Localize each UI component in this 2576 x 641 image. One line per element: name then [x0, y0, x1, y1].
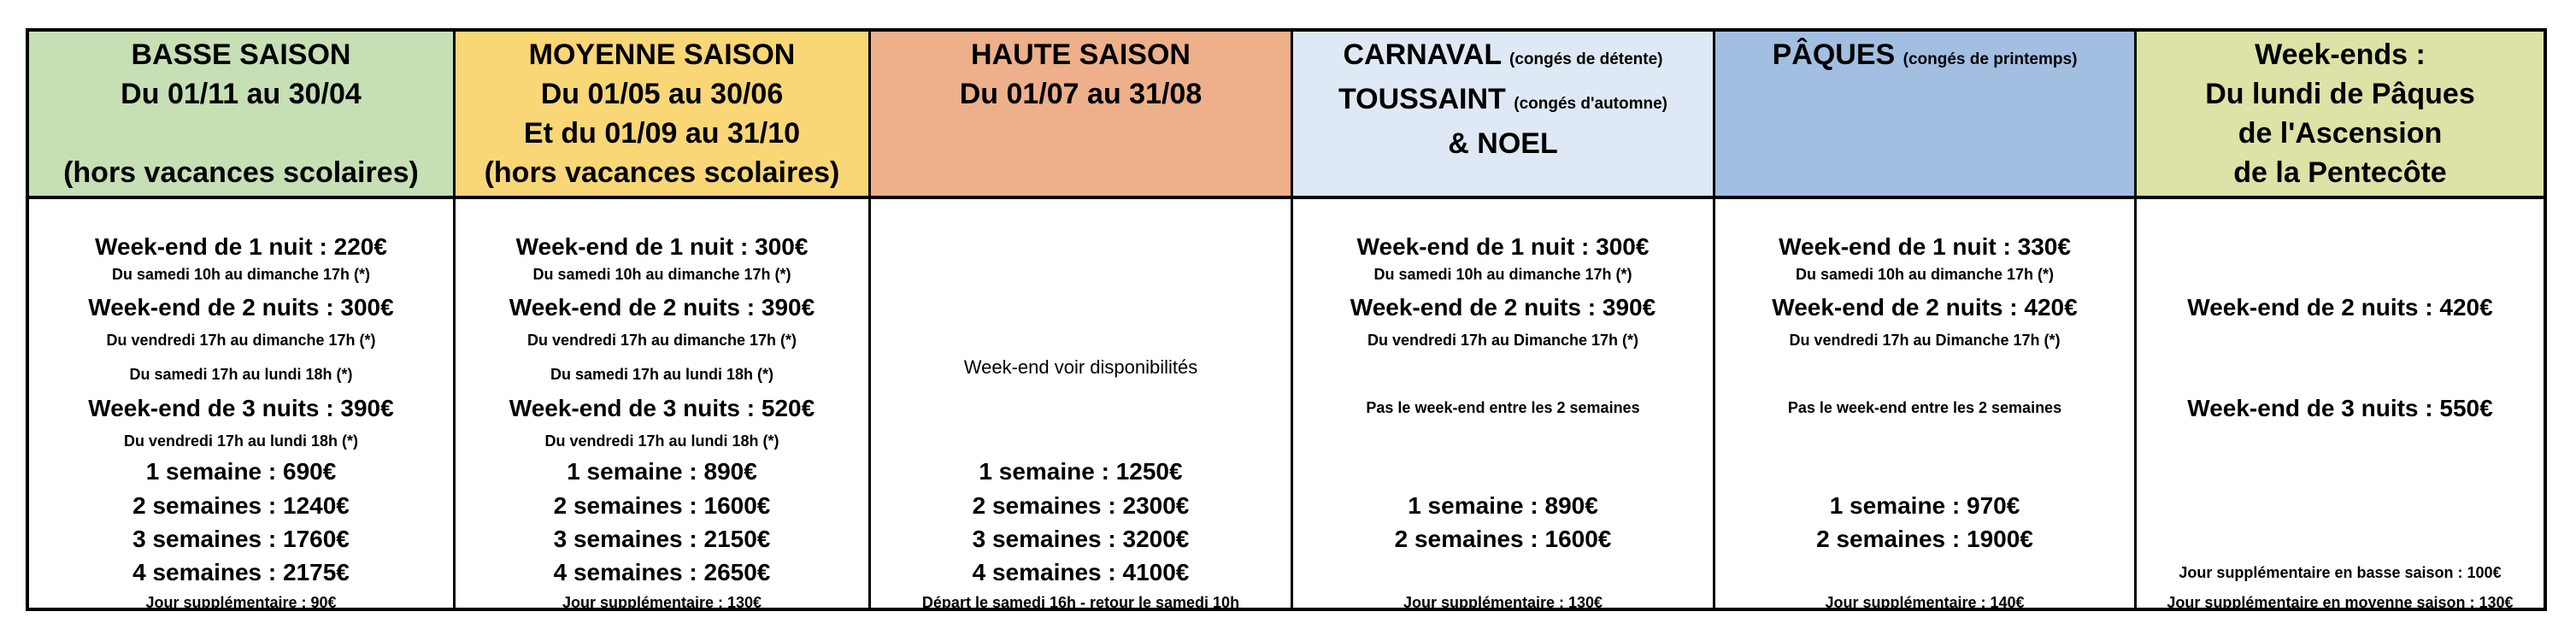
body-moyenne-saison — [456, 199, 868, 611]
price-line: 1 semaine : 1250€ — [979, 458, 1183, 485]
header-line: de la Pentecôte — [2233, 156, 2447, 189]
price-line: 2 semaines : 2300€ — [972, 492, 1190, 519]
column-haute-saison — [868, 32, 1291, 611]
time-line: Du vendredi 17h au Dimanche 17h (*) — [1789, 332, 2061, 349]
weekend-note: Pas le week-end entre les 2 semaines — [1787, 399, 2062, 416]
header-dates: Du 01/07 au 31/08 — [959, 78, 1203, 110]
header-subtitle: (congés de printemps) — [1903, 50, 2078, 68]
price-line: Week-end de 2 nuits : 390€ — [509, 294, 815, 320]
departure-note: Départ le samedi 16h - retour le samedi 10h — [921, 594, 1240, 611]
price-line: 4 semaines : 2175€ — [132, 559, 350, 585]
header-title-text: CARNAVAL — [1343, 38, 1502, 71]
price-line: 3 semaines : 1760€ — [132, 526, 350, 552]
price-line: Week-end de 2 nuits : 300€ — [88, 294, 394, 320]
price-line: Week-end de 2 nuits : 420€ — [2187, 294, 2493, 320]
column-weekends — [2134, 32, 2544, 611]
body-paques — [1715, 199, 2134, 611]
header-subtitle: (congés de détente) — [1509, 50, 1663, 68]
body-weekends — [2137, 199, 2544, 611]
header-title: BASSE SAISON — [131, 38, 351, 71]
header-line: de l'Ascension — [2238, 117, 2443, 150]
header-dates: Et du 01/09 au 31/10 — [523, 117, 801, 150]
header-dates: Du 01/11 au 30/04 — [121, 78, 362, 110]
header-carnaval — [1293, 32, 1713, 199]
price-line: Week-end de 3 nuits : 550€ — [2187, 395, 2493, 421]
time-line: Du vendredi 17h au lundi 18h (*) — [544, 432, 779, 450]
time-line: Du samedi 10h au dimanche 17h (*) — [1373, 266, 1632, 283]
header-note: (hors vacances scolaires) — [484, 156, 840, 189]
header-title — [1715, 35, 2134, 79]
header-line: Du lundi de Pâques — [2205, 78, 2475, 110]
body-haute-saison — [871, 199, 1291, 611]
header-title-text: PÂQUES — [1772, 38, 1896, 71]
price-line: Week-end de 2 nuits : 390€ — [1350, 294, 1656, 320]
price-line: 4 semaines : 4100€ — [972, 559, 1190, 585]
column-moyenne-saison — [453, 32, 868, 611]
header-title: Week-ends : — [2255, 38, 2426, 71]
time-line: Du samedi 10h au dimanche 17h (*) — [532, 266, 791, 283]
header-subtitle: (congés d'automne) — [1514, 95, 1668, 113]
price-line: 1 semaine : 890€ — [567, 458, 757, 485]
header-haute-saison — [871, 32, 1291, 199]
time-line: Du vendredi 17h au lundi 18h (*) — [123, 432, 359, 450]
header-title — [1293, 79, 1713, 124]
extra-day-line: Jour supplémentaire en basse saison : 100€ — [2179, 564, 2502, 581]
price-line: Week-end de 1 nuit : 220€ — [95, 233, 387, 260]
price-line: 1 semaine : 690€ — [145, 458, 337, 485]
price-line: 1 semaine : 970€ — [1829, 492, 2020, 519]
weekend-note: Pas le week-end entre les 2 semaines — [1366, 399, 1640, 416]
price-line: 2 semaines : 1600€ — [1394, 526, 1612, 552]
price-line: 3 semaines : 2150€ — [553, 526, 771, 552]
price-line: Week-end de 1 nuit : 300€ — [1356, 233, 1650, 260]
extra-day-line: Jour supplémentaire : 130€ — [562, 594, 762, 611]
price-line: Week-end de 1 nuit : 300€ — [515, 233, 809, 260]
time-line: Du vendredi 17h au dimanche 17h (*) — [526, 332, 797, 349]
time-line: Du samedi 17h au lundi 18h (*) — [129, 366, 353, 383]
body-carnaval — [1293, 199, 1713, 611]
header-spacer — [29, 114, 453, 153]
time-line: Du samedi 10h au dimanche 17h (*) — [1795, 266, 2055, 283]
header-moyenne-saison — [456, 32, 868, 199]
header-title: HAUTE SAISON — [971, 38, 1191, 71]
time-line: Du vendredi 17h au Dimanche 17h (*) — [1367, 332, 1639, 349]
price-line: Week-end de 3 nuits : 390€ — [88, 395, 394, 421]
price-line: 1 semaine : 890€ — [1408, 492, 1598, 519]
extra-day-line: Jour supplémentaire en moyenne saison : 130€ — [2167, 594, 2514, 611]
column-carnaval — [1291, 32, 1713, 611]
price-line: 2 semaines : 1600€ — [553, 492, 771, 519]
price-line: 2 semaines : 1900€ — [1816, 526, 2033, 552]
header-weekends — [2137, 32, 2544, 199]
extra-day-line: Jour supplémentaire : 140€ — [1825, 594, 2025, 611]
column-paques — [1713, 32, 2134, 611]
price-line: 2 semaines : 1240€ — [132, 492, 350, 519]
header-title-text: TOUSSAINT — [1338, 83, 1506, 115]
time-line: Du samedi 17h au lundi 18h (*) — [550, 366, 774, 383]
header-title: & NOEL — [1448, 127, 1558, 160]
extra-day-line: Jour supplémentaire : 90€ — [145, 594, 337, 611]
header-title — [1293, 35, 1713, 79]
time-line: Du vendredi 17h au dimanche 17h (*) — [106, 332, 376, 349]
header-title: MOYENNE SAISON — [528, 38, 796, 71]
price-line: Week-end de 2 nuits : 420€ — [1772, 294, 2078, 320]
header-dates: Du 01/05 au 30/06 — [540, 78, 784, 110]
pricing-table — [26, 28, 2547, 611]
extra-day-line: Jour supplémentaire : 130€ — [1403, 594, 1603, 611]
price-line: 3 semaines : 3200€ — [972, 526, 1190, 552]
header-paques — [1715, 32, 2134, 199]
price-line: 4 semaines : 2650€ — [553, 559, 771, 585]
time-line: Du samedi 10h au dimanche 17h (*) — [111, 266, 371, 283]
header-basse-saison — [29, 32, 453, 199]
header-note: (hors vacances scolaires) — [63, 156, 419, 189]
weekend-note: Week-end voir disponibilités — [963, 356, 1198, 378]
price-line: Week-end de 1 nuit : 330€ — [1779, 233, 2071, 260]
price-line: Week-end de 3 nuits : 520€ — [509, 395, 815, 421]
column-basse-saison — [29, 32, 453, 611]
body-basse-saison — [29, 199, 453, 611]
